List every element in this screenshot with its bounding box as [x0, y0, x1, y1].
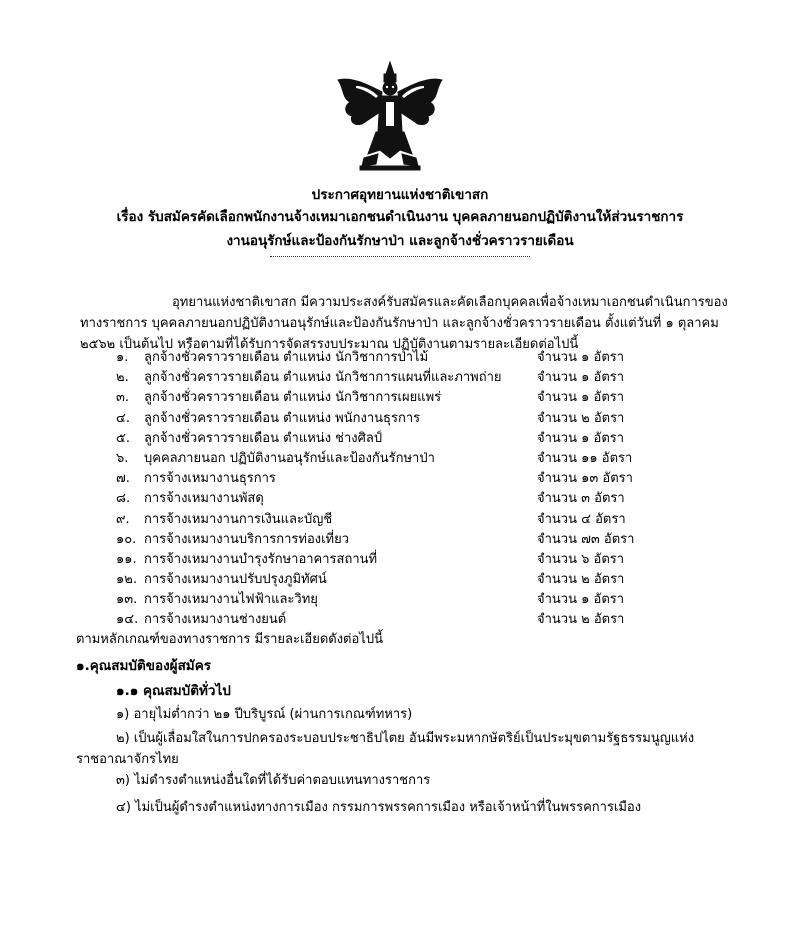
list-item	[116, 429, 676, 449]
item-text: ลูกจ้างชั่วคราวรายเดือน ตำแหน่ง ช่างศิลป์	[144, 430, 383, 446]
criteria-note: ตามหลักเกณฑ์ของทางราชการ มีรายละเอียดดังต่อไปนี้	[76, 632, 383, 647]
list-item	[116, 409, 676, 429]
item-text: ลูกจ้างชั่วคราวรายเดือน ตำแหน่ง นักวิชาการแผนที่และภาพถ่าย	[144, 370, 502, 386]
item-count: จำนวน ๑ อัตรา	[537, 350, 625, 365]
announcement-subject: เรื่อง รับสมัครคัดเลือกพนักงานจ้างเหมาเอกชนดำเนินงาน บุคคลภายนอกปฏิบัติงานให้ส่วนราชการ	[116, 209, 684, 225]
item-count: จำนวน ๑ อัตรา	[537, 390, 625, 406]
item-number: ๑๐.	[116, 531, 137, 547]
item-count: จำนวน ๑๓ อัตรา	[537, 471, 633, 487]
item-text: บุคคลภายนอก ปฏิบัติงานอนุรักษ์และป้องกันรักษาป่า	[144, 450, 435, 466]
item-number: ๑.	[116, 350, 129, 365]
list-item	[116, 610, 676, 630]
item-count: จำนวน ๑๑ อัตรา	[537, 450, 633, 466]
list-item	[116, 469, 676, 489]
item-number: ๖.	[116, 450, 129, 466]
item-number: ๕.	[116, 430, 130, 446]
intro-paragraph: อุทยานแห่งชาติเขาสก มีความประสงค์รับสมัครและคัดเลือกบุคคลเพื่อจ้างเหมาเอกชนดำเนินการของทางราชการ บุคคลภายนอกปฏิบัติงานอนุรักษ์และป้องกันรักษาป่า และลูกจ้างชั่วคราวรายเดือน ตั้งแต่วันที่ ๑ ตุลาคม ๒๕๖๒ เป็นต้นไป หรือตามที่ได้รับการจัดสรรงบประมาณ ปฏิบัติงานตามรายละเอียดต่อไปนี้	[80, 295, 728, 352]
item-text: การจ้างเหมางานบริการการท่องเที่ยว	[144, 531, 350, 547]
item-number: ๒.	[116, 370, 129, 386]
list-item	[116, 590, 676, 610]
item-text: การจ้างเหมางานการเงินและบัญชี	[144, 511, 333, 527]
item-text: การจ้างเหมางานบำรุงรักษาอาคารสถานที่	[144, 551, 378, 567]
list-item	[116, 489, 676, 509]
item-count: จำนวน ๖ อัตรา	[537, 551, 625, 567]
item-text: ลูกจ้างชั่วคราวรายเดือน ตำแหน่ง นักวิชาการป่าไม้	[144, 350, 429, 365]
garuda-emblem-icon	[330, 58, 450, 178]
subsection-heading: ๑.๑ คุณสมบัติทั่วไป	[116, 683, 231, 699]
item-text: การจ้างเหมางานปรับปรุงภูมิทัศน์	[144, 572, 327, 588]
item-number: ๗.	[116, 471, 130, 487]
qualification-item: ๒) เป็นผู้เลื่อมใสในการปกครองระบอบประชาธิปไตย อันมีพระมหากษัตริย์เป็นประมุขตามรัฐธรรมนูญแห่ง	[116, 731, 695, 746]
item-number: ๑๒.	[116, 572, 137, 588]
item-number: ๑๑.	[116, 551, 137, 567]
item-count: จำนวน ๒ อัตรา	[537, 572, 625, 588]
list-item	[116, 388, 676, 408]
list-item	[116, 449, 676, 469]
item-text: การจ้างเหมางานช่างยนต์	[144, 612, 287, 628]
item-count: จำนวน ๑ อัตรา	[537, 370, 625, 386]
list-item	[116, 368, 676, 388]
item-count: จำนวน ๗๓ อัตรา	[537, 531, 635, 547]
list-item	[116, 570, 676, 590]
announcement-title: ประกาศอุทยานแห่งชาติเขาสก	[311, 187, 489, 203]
item-count: จำนวน ๒ อัตรา	[537, 612, 625, 628]
item-count: จำนวน ๓ อัตรา	[537, 491, 625, 507]
positions-list	[116, 348, 676, 631]
item-count: จำนวน ๑ อัตรา	[537, 430, 625, 446]
qualification-item: ๔) ไม่เป็นผู้ดำรงตำแหน่งทางการเมือง กรรมการพรรคการเมือง หรือเจ้าหน้าที่ในพรรคการเมือง	[116, 800, 642, 815]
qualification-item: ๑) อายุไม่ต่ำกว่า ๒๑ ปีบริบูรณ์ (ผ่านการเกณฑ์ทหาร)	[116, 707, 413, 722]
item-count: จำนวน ๒ อัตรา	[537, 410, 625, 426]
item-number: ๔.	[116, 410, 130, 426]
item-text: การจ้างเหมางานพัสดุ	[144, 491, 264, 507]
item-text: การจ้างเหมางานไฟฟ้าและวิทยุ	[144, 592, 318, 608]
dotted-separator	[270, 256, 530, 258]
announcement-subject-continued: งานอนุรักษ์และป้องกันรักษาป่า และลูกจ้างชั่วคราวรายเดือน	[226, 233, 574, 249]
list-item	[116, 530, 676, 550]
qualification-item-continued: ราชอาณาจักรไทย	[76, 752, 179, 767]
item-count: จำนวน ๑ อัตรา	[537, 592, 625, 608]
list-item	[116, 550, 676, 570]
item-text: ลูกจ้างชั่วคราวรายเดือน ตำแหน่ง พนักงานธุรการ	[144, 410, 421, 426]
item-number: ๘.	[116, 491, 131, 507]
item-number: ๓.	[116, 390, 130, 406]
section-heading: ๑.คุณสมบัติของผู้สมัคร	[76, 658, 211, 674]
item-number: ๑๔.	[116, 612, 139, 628]
list-item	[116, 510, 676, 530]
item-text: การจ้างเหมางานธุรการ	[144, 471, 276, 487]
item-number: ๙.	[116, 511, 130, 527]
list-item	[116, 348, 676, 368]
item-number: ๑๓.	[116, 592, 138, 608]
qualification-item: ๓) ไม่ดำรงตำแหน่งอื่นใดที่ได้รับค่าตอบแทนทางราชการ	[116, 773, 431, 788]
item-count: จำนวน ๔ อัตรา	[537, 511, 626, 527]
item-text: ลูกจ้างชั่วคราวรายเดือน ตำแหน่ง นักวิชาการเผยแพร่	[144, 390, 442, 406]
